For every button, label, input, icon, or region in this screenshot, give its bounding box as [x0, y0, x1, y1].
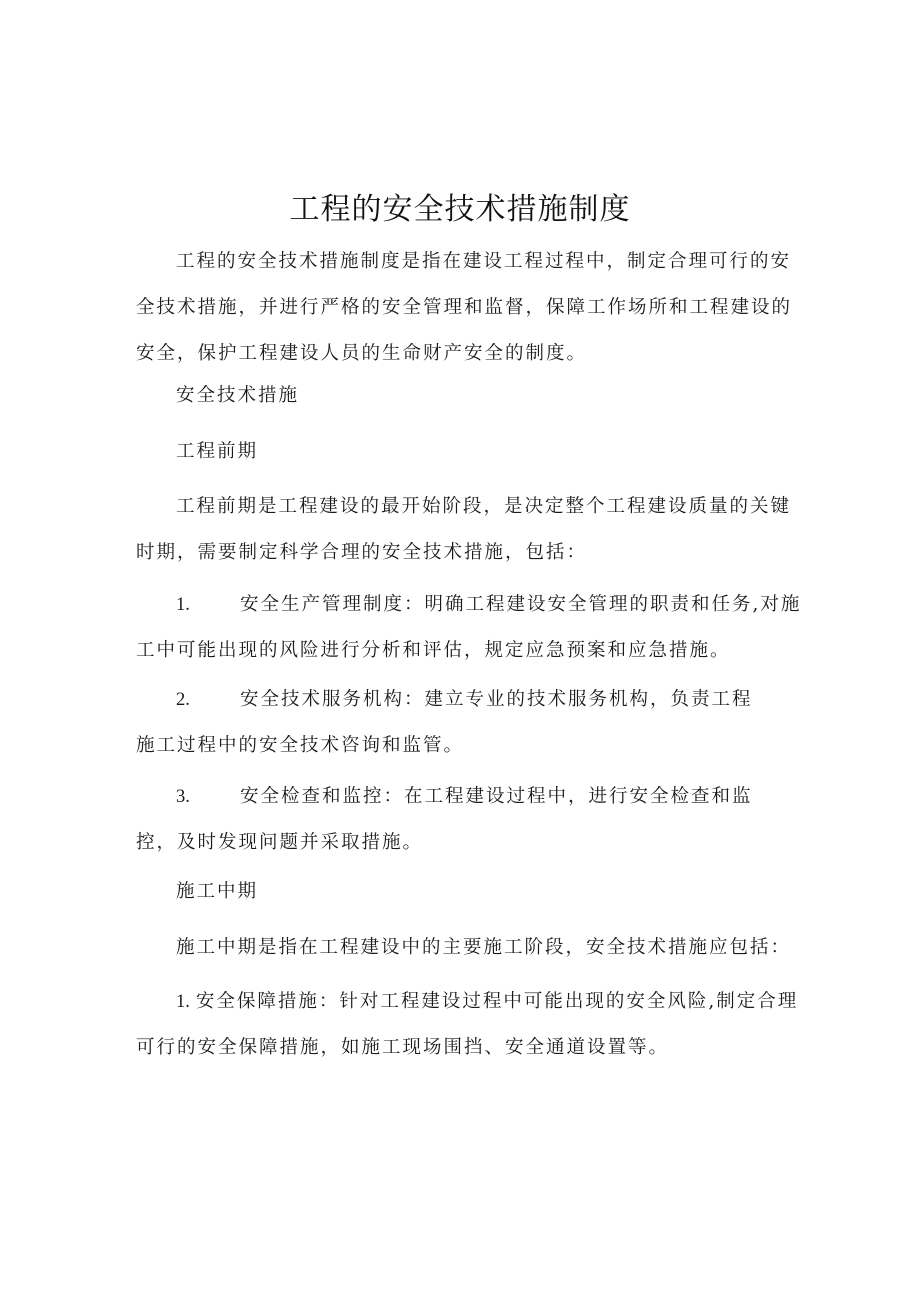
intro-line-1: 工程的安全技术措施制度是指在建设工程过程中，制定合理可行的安 — [176, 251, 792, 272]
intro-line-2: 全技术措施，并进行严格的安全管理和监督，保障工作场所和工程建设的 — [136, 297, 793, 318]
intro-paragraph — [136, 239, 793, 377]
early-line-1: 工程前期是工程建设的最开始阶段，是决定整个工程建设质量的关键 — [176, 496, 792, 517]
list-item-text: 安全保障措施：针对工程建设过程中可能出现的安全风险,制定合理 — [195, 991, 799, 1012]
mid-stage-paragraph: 施工中期是指在工程建设中的主要施工阶段，安全技术措施应包括： — [176, 937, 792, 958]
list-item-text: 安全技术服务机构：建立专业的技术服务机构，负责工程 — [240, 689, 753, 710]
heading-early-stage: 工程前期 — [176, 441, 259, 462]
list-item-text: 控，及时发现问题并采取措施。 — [136, 832, 424, 853]
list-item-text: 可行的安全保障措施，如施工现场围挡、安全通道设置等。 — [136, 1037, 670, 1058]
heading-mid-stage: 施工中期 — [176, 881, 259, 902]
list-item-number: 1. — [176, 992, 190, 1012]
heading-safety-measures: 安全技术措施 — [176, 385, 300, 406]
list-item-text: 工中可能出现的风险进行分析和评估，规定应急预案和应急措施。 — [136, 640, 731, 661]
list-item-number: 1. — [176, 595, 190, 615]
list-item — [136, 582, 802, 674]
list-item — [136, 677, 786, 769]
early-line-2: 时期，需要制定科学合理的安全技术措施，包括： — [136, 542, 588, 563]
list-item — [136, 979, 799, 1071]
list-item — [136, 774, 786, 866]
list-item-text: 安全生产管理制度：明确工程建设安全管理的职责和任务,对施 — [240, 594, 802, 615]
list-item-text: 施工过程中的安全技术咨询和监管。 — [136, 735, 465, 756]
list-item-number: 3. — [176, 787, 190, 807]
list-item-number: 2. — [176, 690, 190, 710]
list-item-text: 安全检查和监控：在工程建设过程中，进行安全检查和监 — [240, 786, 753, 807]
early-stage-paragraph — [136, 484, 792, 576]
intro-line-3: 安全，保护工程建设人员的生命财产安全的制度。 — [136, 343, 588, 364]
document-title: 工程的安全技术措施制度 — [289, 192, 631, 227]
